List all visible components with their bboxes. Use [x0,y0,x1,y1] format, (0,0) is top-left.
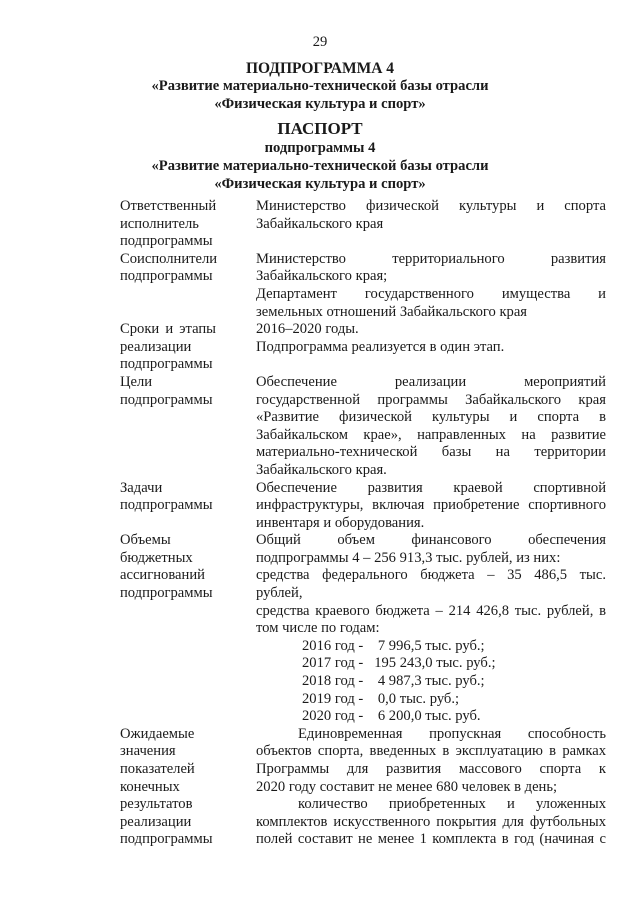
budget-year-line: 2019 год - 0,0 тыс. руб.; [302,690,460,707]
value-line: количество приобретенных и уложенных [298,796,606,813]
label-line: подпрограммы [120,831,213,848]
row-value [256,321,606,374]
row-executor [120,198,606,251]
label-line: Цели [120,373,153,390]
row-value [256,251,606,321]
label-line: реализации [120,813,192,830]
value-line: Подпрограмма реализуется в один этап. [256,338,505,355]
value-line: Программы для развития массового спорта к [256,761,606,777]
value-line: Общий объем финансового обеспечения [256,532,606,549]
value-line: «Развитие физической культуры и спорта в [256,409,606,426]
value-line: государственной программы Забайкальского края [256,391,606,408]
page-number: 29 [312,34,328,50]
value-line: средства федерального бюджета – 35 486,5 тыс. [256,567,606,584]
budget-year-line: 2017 год - 195 243,0 тыс. руб.; [302,655,496,672]
value-line: 2016–2020 годы. [256,321,359,338]
value-line: Забайкальском крае», направленных на развитие [256,426,606,443]
value-line: Забайкальского края; [256,268,388,285]
value-line: 2020 году составит не менее 680 человек в день; [256,778,558,795]
budget-year-line: 2018 год - 4 987,3 тыс. руб.; [302,673,485,690]
value-line: Забайкальского края. [256,461,387,478]
row-coexecutors [120,251,606,321]
value-line: Министерство физической культуры и спорта [256,198,606,214]
row-budget [120,532,606,726]
row-label [120,532,256,726]
row-label [120,374,256,480]
value-line: объектов спорта, введенных в эксплуатацию в рамках [256,743,606,760]
label-line: подпрограммы [120,585,213,602]
label-line: Соисполнители [120,250,218,267]
row-results [120,726,606,849]
row-label [120,726,256,849]
label-line: показателей [120,761,195,777]
row-tasks [120,480,606,533]
value-line: том числе по годам: [256,620,380,637]
label-line: подпрограммы [120,497,213,514]
value-line: Департамент государственного имущества и [256,285,606,302]
label-line: подпрограммы [120,391,213,408]
budget-year-line: 2016 год - 7 996,5 тыс. руб.; [302,637,485,654]
value-line: Забайкальского края [256,215,384,232]
row-label [120,251,256,321]
label-line: конечных [120,778,180,795]
label-line: Сроки и этапы [120,321,216,338]
value-line: земельных отношений Забайкальского края [256,303,528,320]
row-label [120,480,256,533]
value-line: средства краевого бюджета – 214 426,8 тыс. рублей, в [256,602,606,619]
label-line: подпрограммы [120,356,213,373]
value-line: материально-технической базы на территории [256,444,606,461]
row-value [256,532,606,726]
passport-subtitle: подпрограммы 4 [264,140,376,156]
label-line: ассигнований [120,567,205,584]
value-line: инвентаря и оборудования. [256,514,425,531]
value-line: подпрограммы 4 – 256 913,3 тыс. рублей, из них: [256,549,561,566]
value-line: рублей, [256,585,303,602]
label-line: подпрограммы [120,268,213,285]
label-line: подпрограммы [120,233,213,250]
value-line: инфраструктуры, включая приобретение спортивного [256,497,606,514]
row-value [256,198,606,251]
passport-name-line1: «Развитие материально-технической базы отрасли [151,158,489,174]
label-line: реализации [120,338,192,355]
value-line: Обеспечение развития краевой спортивной [256,479,606,496]
label-line: Ответственный [120,198,217,214]
passport-title: ПАСПОРТ [277,119,363,138]
budget-year-line: 2020 год - 6 200,0 тыс. руб. [302,708,481,725]
value-line: Единовременная пропускная способность [298,725,606,742]
label-line: Ожидаемые [120,725,195,742]
label-line: результатов [120,796,193,813]
row-value [256,726,606,849]
row-label [120,198,256,251]
subprogram-name-line1: «Развитие материально-технической базы отрасли [151,78,489,94]
passport-table [120,198,606,849]
row-value [256,480,606,533]
value-line: Министерство территориального развития [256,250,606,267]
label-line: Задачи [120,479,163,496]
row-goals [120,374,606,480]
value-line: комплектов искусственного покрытия для футбольных [256,813,606,830]
row-value [256,374,606,480]
label-line: Объемы [120,532,171,549]
label-line: исполнитель [120,215,199,232]
value-line: полей составит не менее 1 комплекта в год (начиная с [256,831,606,848]
row-label [120,321,256,374]
passport-name-line2: «Физическая культура и спорт» [214,176,426,192]
label-line: бюджетных [120,549,193,566]
subprogram-name-line2: «Физическая культура и спорт» [214,96,426,112]
label-line: значения [120,743,176,760]
value-line: Обеспечение реализации мероприятий [256,373,606,390]
subprogram-title: ПОДПРОГРАММА 4 [245,60,395,77]
row-terms [120,321,606,374]
